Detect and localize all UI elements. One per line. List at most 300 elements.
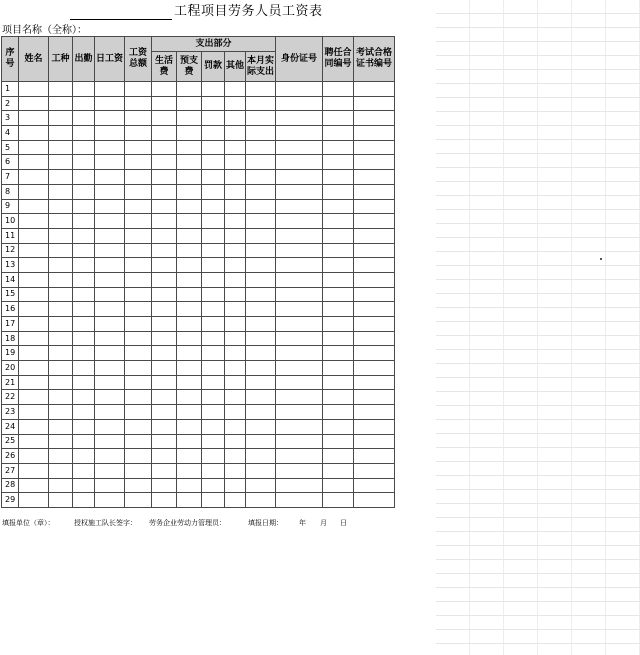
data-cell[interactable] — [19, 302, 49, 317]
data-cell[interactable] — [49, 96, 73, 111]
data-cell[interactable] — [125, 302, 152, 317]
data-cell[interactable] — [95, 140, 125, 155]
data-cell[interactable] — [19, 96, 49, 111]
data-cell[interactable] — [152, 331, 177, 346]
data-cell[interactable] — [354, 199, 395, 214]
data-cell[interactable] — [177, 287, 202, 302]
data-cell[interactable] — [73, 214, 95, 229]
data-cell[interactable] — [323, 155, 354, 170]
data-cell[interactable] — [152, 375, 177, 390]
data-cell[interactable] — [152, 405, 177, 420]
data-cell[interactable] — [125, 449, 152, 464]
data-cell[interactable] — [225, 111, 246, 126]
data-cell[interactable] — [177, 155, 202, 170]
data-cell[interactable] — [225, 317, 246, 332]
data-cell[interactable] — [246, 272, 276, 287]
data-cell[interactable] — [276, 493, 323, 508]
data-cell[interactable] — [125, 493, 152, 508]
data-cell[interactable] — [276, 140, 323, 155]
data-cell[interactable] — [95, 405, 125, 420]
data-cell[interactable] — [246, 478, 276, 493]
data-cell[interactable] — [225, 243, 246, 258]
data-cell[interactable] — [95, 111, 125, 126]
data-cell[interactable] — [323, 140, 354, 155]
data-cell[interactable] — [225, 302, 246, 317]
data-cell[interactable] — [323, 287, 354, 302]
data-cell[interactable] — [246, 449, 276, 464]
data-cell[interactable] — [125, 272, 152, 287]
data-cell[interactable] — [73, 170, 95, 185]
data-cell[interactable] — [202, 243, 225, 258]
data-cell[interactable] — [246, 493, 276, 508]
data-cell[interactable] — [95, 272, 125, 287]
data-cell[interactable] — [225, 405, 246, 420]
data-cell[interactable] — [95, 361, 125, 376]
data-cell[interactable] — [95, 449, 125, 464]
data-cell[interactable] — [202, 287, 225, 302]
data-cell[interactable] — [246, 331, 276, 346]
data-cell[interactable] — [19, 463, 49, 478]
data-cell[interactable] — [225, 434, 246, 449]
data-cell[interactable] — [152, 170, 177, 185]
data-cell[interactable] — [125, 96, 152, 111]
data-cell[interactable] — [202, 96, 225, 111]
data-cell[interactable] — [354, 419, 395, 434]
data-cell[interactable] — [323, 199, 354, 214]
data-cell[interactable] — [152, 111, 177, 126]
data-cell[interactable] — [95, 302, 125, 317]
data-cell[interactable] — [73, 199, 95, 214]
data-cell[interactable] — [276, 419, 323, 434]
data-cell[interactable] — [225, 126, 246, 141]
data-cell[interactable] — [49, 463, 73, 478]
data-cell[interactable] — [202, 272, 225, 287]
data-cell[interactable] — [19, 390, 49, 405]
data-cell[interactable] — [276, 434, 323, 449]
data-cell[interactable] — [152, 272, 177, 287]
data-cell[interactable] — [202, 111, 225, 126]
data-cell[interactable] — [19, 111, 49, 126]
data-cell[interactable] — [125, 155, 152, 170]
data-cell[interactable] — [19, 434, 49, 449]
data-cell[interactable] — [354, 82, 395, 97]
data-cell[interactable] — [73, 302, 95, 317]
data-cell[interactable] — [202, 434, 225, 449]
data-cell[interactable] — [276, 463, 323, 478]
data-cell[interactable] — [125, 170, 152, 185]
data-cell[interactable] — [73, 184, 95, 199]
data-cell[interactable] — [19, 272, 49, 287]
data-cell[interactable] — [225, 140, 246, 155]
data-cell[interactable] — [49, 361, 73, 376]
data-cell[interactable] — [177, 434, 202, 449]
data-cell[interactable] — [19, 478, 49, 493]
data-cell[interactable] — [73, 317, 95, 332]
data-cell[interactable] — [202, 126, 225, 141]
data-cell[interactable] — [225, 478, 246, 493]
data-cell[interactable] — [202, 199, 225, 214]
data-cell[interactable] — [354, 243, 395, 258]
data-cell[interactable] — [225, 258, 246, 273]
data-cell[interactable] — [49, 155, 73, 170]
data-cell[interactable] — [95, 493, 125, 508]
data-cell[interactable] — [354, 287, 395, 302]
data-cell[interactable] — [177, 228, 202, 243]
data-cell[interactable] — [354, 228, 395, 243]
data-cell[interactable] — [73, 390, 95, 405]
data-cell[interactable] — [354, 170, 395, 185]
data-cell[interactable] — [246, 346, 276, 361]
data-cell[interactable] — [152, 243, 177, 258]
data-cell[interactable] — [125, 317, 152, 332]
data-cell[interactable] — [152, 493, 177, 508]
data-cell[interactable] — [354, 126, 395, 141]
data-cell[interactable] — [73, 493, 95, 508]
data-cell[interactable] — [246, 302, 276, 317]
data-cell[interactable] — [177, 96, 202, 111]
data-cell[interactable] — [354, 361, 395, 376]
data-cell[interactable] — [73, 228, 95, 243]
data-cell[interactable] — [323, 214, 354, 229]
data-cell[interactable] — [246, 126, 276, 141]
data-cell[interactable] — [95, 96, 125, 111]
data-cell[interactable] — [246, 258, 276, 273]
data-cell[interactable] — [202, 302, 225, 317]
data-cell[interactable] — [246, 361, 276, 376]
data-cell[interactable] — [125, 140, 152, 155]
data-cell[interactable] — [95, 184, 125, 199]
data-cell[interactable] — [323, 434, 354, 449]
data-cell[interactable] — [246, 228, 276, 243]
data-cell[interactable] — [323, 419, 354, 434]
data-cell[interactable] — [177, 331, 202, 346]
data-cell[interactable] — [49, 302, 73, 317]
data-cell[interactable] — [49, 170, 73, 185]
data-cell[interactable] — [125, 405, 152, 420]
data-cell[interactable] — [354, 331, 395, 346]
data-cell[interactable] — [49, 419, 73, 434]
data-cell[interactable] — [202, 346, 225, 361]
data-cell[interactable] — [354, 96, 395, 111]
data-cell[interactable] — [276, 82, 323, 97]
data-cell[interactable] — [225, 214, 246, 229]
data-cell[interactable] — [152, 214, 177, 229]
data-cell[interactable] — [323, 126, 354, 141]
data-cell[interactable] — [73, 434, 95, 449]
data-cell[interactable] — [276, 272, 323, 287]
data-cell[interactable] — [73, 243, 95, 258]
data-cell[interactable] — [246, 96, 276, 111]
data-cell[interactable] — [202, 405, 225, 420]
data-cell[interactable] — [202, 258, 225, 273]
data-cell[interactable] — [49, 346, 73, 361]
data-cell[interactable] — [19, 199, 49, 214]
data-cell[interactable] — [125, 419, 152, 434]
data-cell[interactable] — [152, 140, 177, 155]
data-cell[interactable] — [49, 214, 73, 229]
data-cell[interactable] — [125, 287, 152, 302]
data-cell[interactable] — [276, 375, 323, 390]
data-cell[interactable] — [323, 478, 354, 493]
data-cell[interactable] — [177, 214, 202, 229]
data-cell[interactable] — [95, 170, 125, 185]
data-cell[interactable] — [95, 228, 125, 243]
data-cell[interactable] — [225, 228, 246, 243]
data-cell[interactable] — [202, 493, 225, 508]
data-cell[interactable] — [276, 405, 323, 420]
data-cell[interactable] — [202, 331, 225, 346]
data-cell[interactable] — [177, 361, 202, 376]
data-cell[interactable] — [225, 419, 246, 434]
data-cell[interactable] — [125, 126, 152, 141]
data-cell[interactable] — [152, 126, 177, 141]
data-cell[interactable] — [276, 214, 323, 229]
data-cell[interactable] — [152, 258, 177, 273]
data-cell[interactable] — [276, 302, 323, 317]
data-cell[interactable] — [246, 184, 276, 199]
data-cell[interactable] — [19, 258, 49, 273]
data-cell[interactable] — [73, 346, 95, 361]
data-cell[interactable] — [225, 463, 246, 478]
data-cell[interactable] — [246, 317, 276, 332]
data-cell[interactable] — [246, 214, 276, 229]
data-cell[interactable] — [225, 184, 246, 199]
data-cell[interactable] — [354, 478, 395, 493]
data-cell[interactable] — [323, 184, 354, 199]
data-cell[interactable] — [323, 331, 354, 346]
data-cell[interactable] — [323, 375, 354, 390]
data-cell[interactable] — [73, 155, 95, 170]
data-cell[interactable] — [73, 111, 95, 126]
data-cell[interactable] — [125, 199, 152, 214]
data-cell[interactable] — [73, 258, 95, 273]
data-cell[interactable] — [246, 287, 276, 302]
data-cell[interactable] — [95, 287, 125, 302]
data-cell[interactable] — [177, 82, 202, 97]
data-cell[interactable] — [202, 361, 225, 376]
data-cell[interactable] — [125, 463, 152, 478]
data-cell[interactable] — [354, 258, 395, 273]
data-cell[interactable] — [49, 434, 73, 449]
data-cell[interactable] — [95, 419, 125, 434]
data-cell[interactable] — [49, 449, 73, 464]
data-cell[interactable] — [276, 317, 323, 332]
data-cell[interactable] — [354, 111, 395, 126]
data-cell[interactable] — [177, 170, 202, 185]
data-cell[interactable] — [246, 155, 276, 170]
data-cell[interactable] — [246, 419, 276, 434]
data-cell[interactable] — [246, 434, 276, 449]
data-cell[interactable] — [323, 111, 354, 126]
data-cell[interactable] — [276, 243, 323, 258]
data-cell[interactable] — [73, 272, 95, 287]
data-cell[interactable] — [246, 405, 276, 420]
data-cell[interactable] — [19, 287, 49, 302]
data-cell[interactable] — [225, 199, 246, 214]
data-cell[interactable] — [276, 390, 323, 405]
data-cell[interactable] — [354, 317, 395, 332]
data-cell[interactable] — [73, 405, 95, 420]
data-cell[interactable] — [125, 243, 152, 258]
data-cell[interactable] — [95, 155, 125, 170]
data-cell[interactable] — [152, 287, 177, 302]
data-cell[interactable] — [177, 184, 202, 199]
data-cell[interactable] — [95, 243, 125, 258]
data-cell[interactable] — [95, 258, 125, 273]
data-cell[interactable] — [49, 331, 73, 346]
data-cell[interactable] — [202, 390, 225, 405]
data-cell[interactable] — [323, 463, 354, 478]
data-cell[interactable] — [125, 361, 152, 376]
data-cell[interactable] — [49, 287, 73, 302]
data-cell[interactable] — [276, 478, 323, 493]
data-cell[interactable] — [177, 419, 202, 434]
data-cell[interactable] — [177, 140, 202, 155]
data-cell[interactable] — [19, 155, 49, 170]
data-cell[interactable] — [19, 126, 49, 141]
data-cell[interactable] — [19, 346, 49, 361]
data-cell[interactable] — [177, 390, 202, 405]
data-cell[interactable] — [49, 258, 73, 273]
data-cell[interactable] — [225, 272, 246, 287]
data-cell[interactable] — [177, 243, 202, 258]
data-cell[interactable] — [202, 140, 225, 155]
data-cell[interactable] — [19, 419, 49, 434]
data-cell[interactable] — [152, 155, 177, 170]
data-cell[interactable] — [49, 111, 73, 126]
data-cell[interactable] — [354, 155, 395, 170]
data-cell[interactable] — [323, 96, 354, 111]
data-cell[interactable] — [246, 390, 276, 405]
data-cell[interactable] — [246, 375, 276, 390]
data-cell[interactable] — [95, 463, 125, 478]
data-cell[interactable] — [95, 478, 125, 493]
data-cell[interactable] — [276, 331, 323, 346]
data-cell[interactable] — [225, 82, 246, 97]
data-cell[interactable] — [152, 390, 177, 405]
data-cell[interactable] — [49, 199, 73, 214]
data-cell[interactable] — [177, 346, 202, 361]
data-cell[interactable] — [49, 140, 73, 155]
data-cell[interactable] — [276, 258, 323, 273]
data-cell[interactable] — [354, 493, 395, 508]
data-cell[interactable] — [323, 170, 354, 185]
data-cell[interactable] — [73, 449, 95, 464]
data-cell[interactable] — [19, 493, 49, 508]
data-cell[interactable] — [225, 96, 246, 111]
data-cell[interactable] — [95, 331, 125, 346]
data-cell[interactable] — [202, 82, 225, 97]
data-cell[interactable] — [202, 375, 225, 390]
data-cell[interactable] — [152, 478, 177, 493]
data-cell[interactable] — [19, 170, 49, 185]
data-cell[interactable] — [125, 331, 152, 346]
data-cell[interactable] — [19, 375, 49, 390]
data-cell[interactable] — [323, 493, 354, 508]
data-cell[interactable] — [354, 184, 395, 199]
data-cell[interactable] — [276, 228, 323, 243]
data-cell[interactable] — [19, 243, 49, 258]
data-cell[interactable] — [19, 228, 49, 243]
data-cell[interactable] — [225, 155, 246, 170]
data-cell[interactable] — [49, 184, 73, 199]
data-cell[interactable] — [276, 126, 323, 141]
data-cell[interactable] — [49, 493, 73, 508]
data-cell[interactable] — [276, 361, 323, 376]
data-cell[interactable] — [323, 317, 354, 332]
data-cell[interactable] — [202, 155, 225, 170]
data-cell[interactable] — [152, 317, 177, 332]
data-cell[interactable] — [19, 184, 49, 199]
data-cell[interactable] — [177, 111, 202, 126]
data-cell[interactable] — [323, 390, 354, 405]
data-cell[interactable] — [354, 272, 395, 287]
data-cell[interactable] — [177, 258, 202, 273]
data-cell[interactable] — [225, 390, 246, 405]
data-cell[interactable] — [225, 493, 246, 508]
data-cell[interactable] — [125, 390, 152, 405]
data-cell[interactable] — [95, 82, 125, 97]
data-cell[interactable] — [152, 346, 177, 361]
data-cell[interactable] — [125, 82, 152, 97]
data-cell[interactable] — [152, 82, 177, 97]
data-cell[interactable] — [152, 434, 177, 449]
data-cell[interactable] — [354, 375, 395, 390]
data-cell[interactable] — [95, 199, 125, 214]
data-cell[interactable] — [202, 478, 225, 493]
data-cell[interactable] — [354, 390, 395, 405]
data-cell[interactable] — [19, 331, 49, 346]
data-cell[interactable] — [246, 170, 276, 185]
data-cell[interactable] — [177, 375, 202, 390]
data-cell[interactable] — [177, 317, 202, 332]
data-cell[interactable] — [225, 375, 246, 390]
data-cell[interactable] — [202, 419, 225, 434]
data-cell[interactable] — [177, 272, 202, 287]
data-cell[interactable] — [19, 449, 49, 464]
data-cell[interactable] — [125, 228, 152, 243]
data-cell[interactable] — [276, 346, 323, 361]
data-cell[interactable] — [73, 419, 95, 434]
data-cell[interactable] — [49, 478, 73, 493]
data-cell[interactable] — [152, 228, 177, 243]
data-cell[interactable] — [225, 361, 246, 376]
data-cell[interactable] — [323, 405, 354, 420]
data-cell[interactable] — [246, 140, 276, 155]
data-cell[interactable] — [323, 82, 354, 97]
data-cell[interactable] — [152, 361, 177, 376]
data-cell[interactable] — [152, 449, 177, 464]
data-cell[interactable] — [73, 126, 95, 141]
data-cell[interactable] — [125, 434, 152, 449]
data-cell[interactable] — [73, 478, 95, 493]
data-cell[interactable] — [323, 361, 354, 376]
data-cell[interactable] — [225, 170, 246, 185]
data-cell[interactable] — [177, 302, 202, 317]
data-cell[interactable] — [276, 184, 323, 199]
data-cell[interactable] — [202, 214, 225, 229]
data-cell[interactable] — [19, 317, 49, 332]
data-cell[interactable] — [49, 317, 73, 332]
data-cell[interactable] — [95, 317, 125, 332]
data-cell[interactable] — [202, 317, 225, 332]
data-cell[interactable] — [246, 111, 276, 126]
data-cell[interactable] — [177, 463, 202, 478]
data-cell[interactable] — [202, 228, 225, 243]
data-cell[interactable] — [225, 346, 246, 361]
data-cell[interactable] — [354, 214, 395, 229]
data-cell[interactable] — [49, 405, 73, 420]
